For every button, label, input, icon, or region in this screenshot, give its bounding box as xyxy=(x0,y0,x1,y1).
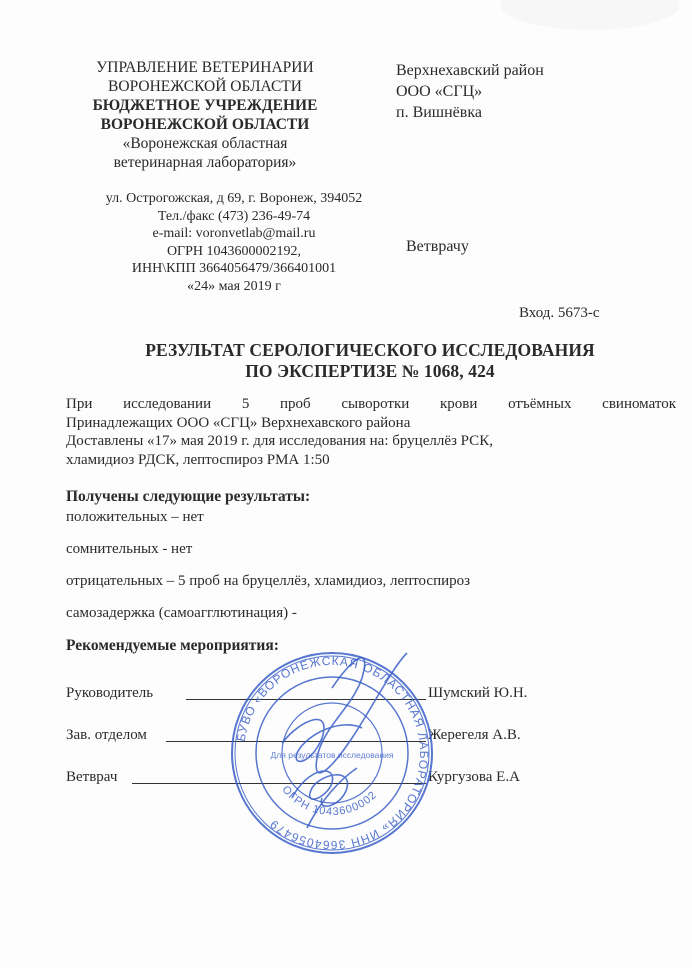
recipient-district: Верхнехавский район xyxy=(396,62,544,79)
sender-ogrn: ОГРН 1043600002192, xyxy=(166,243,302,259)
recipient-block xyxy=(396,60,544,123)
result-self-agglutination: самозадержка (самоагглютинация) - xyxy=(66,605,297,621)
stamp-inner-ring xyxy=(282,703,382,803)
signature-role: Зав. отделом xyxy=(66,727,147,743)
intro-line: Доставлены «17» мая 2019 г. для исследования на: бруцеллёз РСК, xyxy=(66,433,493,449)
sender-line: УПРАВЛЕНИЕ ВЕТЕРИНАРИИ xyxy=(96,59,314,76)
signature-role: Руководитель xyxy=(66,685,154,701)
signature-name: Кургузова Е.А xyxy=(428,769,520,785)
scan-smudge xyxy=(500,0,680,30)
document-title xyxy=(60,340,680,382)
recipient-settlement: п. Вишнёвка xyxy=(396,104,482,121)
intro-line: хламидиоз РДСК, лептоспироз РМА 1:50 xyxy=(66,451,330,468)
recipient-company: ООО «СГЦ» xyxy=(396,83,483,100)
sender-inn: ИНН\КПП 3664056479/366401001 xyxy=(131,261,337,276)
results-heading: Получены следующие результаты: xyxy=(66,488,311,505)
result-positive: положительных – нет xyxy=(66,509,204,525)
signature-row xyxy=(66,682,566,704)
document-date: «24» мая 2019 г xyxy=(187,278,281,294)
signature-line xyxy=(186,699,426,700)
sender-email: e-mail: voronvetlab@mail.ru xyxy=(152,226,316,241)
sender-line: БЮДЖЕТНОЕ УЧРЕЖДЕНИЕ xyxy=(92,97,318,114)
signature-line xyxy=(132,783,426,784)
result-doubtful: сомнительных - нет xyxy=(66,541,193,557)
stamp-inner-text: ОГРН 1043600002 xyxy=(279,783,380,819)
sender-line: «Воронежская областная xyxy=(122,135,288,152)
title-line: РЕЗУЛЬТАТ СЕРОЛОГИЧЕСКОГО ИССЛЕДОВАНИЯ xyxy=(145,340,595,360)
intro-paragraph xyxy=(66,395,676,469)
measures-heading: Рекомендуемые мероприятия: xyxy=(66,637,279,654)
signature-name: Жерегеля А.В. xyxy=(428,727,521,743)
incoming-number: Вход. 5673-с xyxy=(519,305,600,321)
sender-address: ул. Острогожская, д 69, г. Воронеж, 394052 xyxy=(105,191,363,206)
sender-line: ВОРОНЕЖСКОЙ ОБЛАСТИ xyxy=(100,116,310,133)
stamp-center-text: Для результатов исследования xyxy=(270,750,394,760)
sender-phone: Тел./факс (473) 236-49-74 xyxy=(157,208,311,224)
recipient-to-whom: Ветврачу xyxy=(406,238,469,255)
signature-row xyxy=(66,766,566,788)
signature-role: Ветврач xyxy=(66,769,118,785)
title-line: ПО ЭКСПЕРТИЗЕ № 1068, 424 xyxy=(245,361,495,381)
intro-line: Принадлежащих ООО «СГЦ» Верхнехавского района xyxy=(66,414,411,431)
signature-name: Шумский Ю.Н. xyxy=(428,685,528,701)
signature-row xyxy=(66,724,566,746)
result-negative: отрицательных – 5 проб на бруцеллёз, хламидиоз, лептоспироз xyxy=(66,573,471,589)
official-stamp xyxy=(222,648,442,858)
intro-line: При исследовании 5 проб сыворотки крови отъёмных свиноматок xyxy=(66,396,676,412)
signature-line xyxy=(166,741,426,742)
sender-line: ветеринарная лаборатория» xyxy=(113,154,297,171)
sender-header xyxy=(70,58,340,172)
stamp-outer-text: БУВО «ВОРОНЕЖСКАЯ ОБЛАСТНАЯ ЛАБОРАТОРИЯ» ИНН 3664056479 xyxy=(233,653,432,853)
sender-contacts xyxy=(74,190,394,295)
sender-line: ВОРОНЕЖСКОЙ ОБЛАСТИ xyxy=(108,78,302,95)
